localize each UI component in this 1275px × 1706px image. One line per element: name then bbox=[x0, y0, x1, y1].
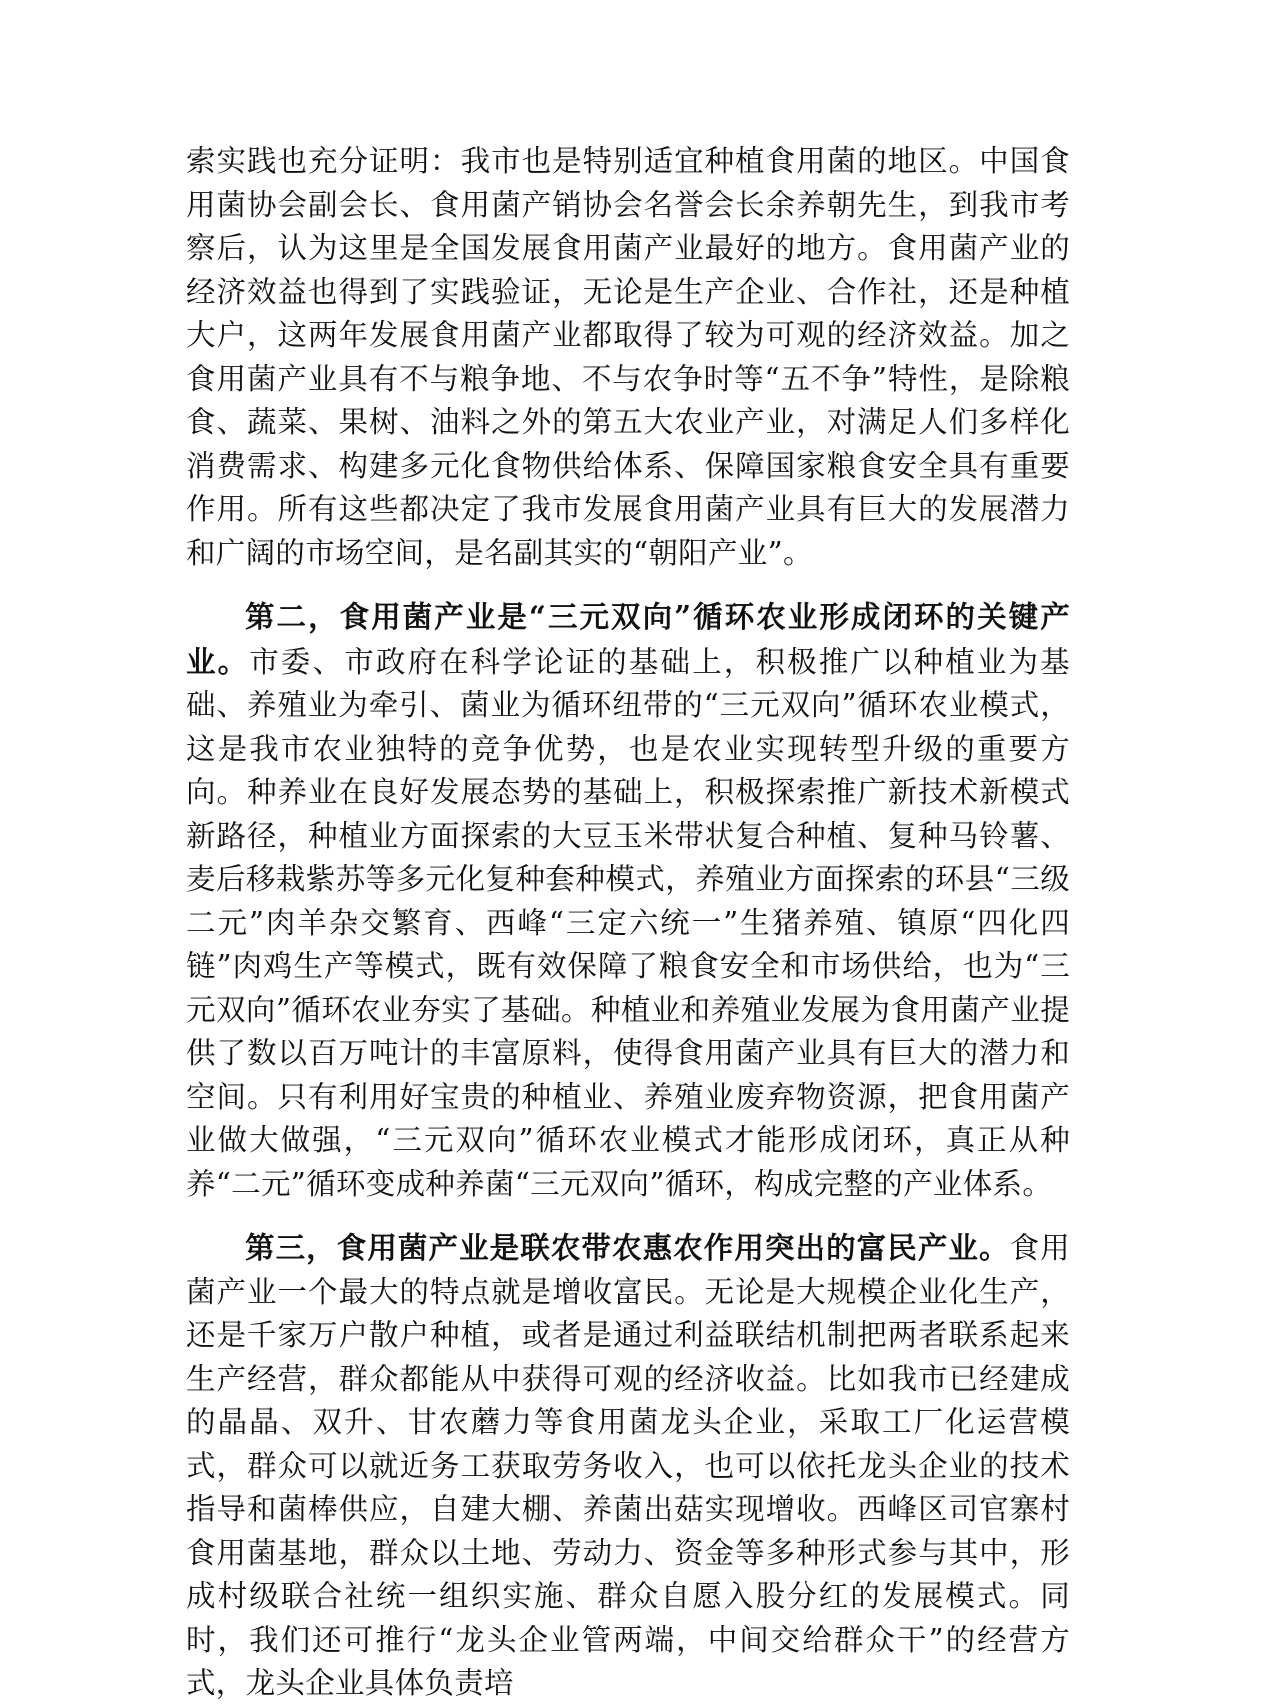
paragraph-2-heading: 第二，食用菌产业是“三元双向”循环农业形成闭环的关键产业。 bbox=[186, 599, 1070, 679]
paragraph-1-body: 索实践也充分证明：我市也是特别适宜种植食用菌的地区。中国食用菌协会副会长、食用菌产销协会名誉会长余养朝先生，到我市考察后，认为这里是全国发展食用菌产业最好的地方。食用菌产业的经济效益也得到了实践验证，无论是生产企业、合作社，还是种植大户，这两年发展食用菌产业都取得了较为可观的经济效益。加之食用菌产业具有不与粮争地、不与农争时等“五不争”特性，是除粮食、蔬菜、果树、油料之外的第五大农业产业，对满足人们多样化消费需求、构建多元化食物供给体系、保障国家粮食安全具有重要作用。所有这些都决定了我市发展食用菌产业具有巨大的发展潜力和广阔的市场空间，是名副其实的“朝阳产业”。 bbox=[186, 144, 1070, 570]
paragraph-2 bbox=[186, 595, 1070, 1206]
paragraph-3 bbox=[186, 1226, 1070, 1706]
paragraph-2-body: 市委、市政府在科学论证的基础上，积极推广以种植业为基础、养殖业为牵引、菌业为循环纽带的“三元双向”循环农业模式，这是我市农业独特的竞争优势，也是农业实现转型升级的重要方向。种养业在良好发展态势的基础上，积极探索推广新技术新模式新路径，种植业方面探索的大豆玉米带状复合种植、复种马铃薯、麦后移栽紫苏等多元化复种套种模式，养殖业方面探索的环县“三级二元”肉羊杂交繁育、西峰“三定六统一”生猪养殖、镇原“四化四链”肉鸡生产等模式，既有效保障了粮食安全和市场供给，也为“三元双向”循环农业夯实了基础。种植业和养殖业发展为食用菌产业提供了数以百万吨计的丰富原料，使得食用菌产业具有巨大的潜力和空间。只有利用好宝贵的种植业、养殖业废弃物资源，把食用菌产业做大做强，“三元双向”循环农业模式才能形成闭环，真正从种养“二元”循环变成种养菌“三元双向”循环，构成完整的产业体系。 bbox=[186, 644, 1070, 1201]
paragraph-1 bbox=[186, 140, 1070, 575]
document-page bbox=[186, 140, 1070, 1706]
paragraph-3-heading: 第三，食用菌产业是联农带农惠农作用突出的富民产业。 bbox=[245, 1230, 1010, 1265]
paragraph-3-body: 食用菌产业一个最大的特点就是增收富民。无论是大规模企业化生产，还是千家万户散户种植，或者是通过利益联结机制把两者联系起来生产经营，群众都能从中获得可观的经济收益。比如我市已经建成的晶晶、双升、甘农蘑力等食用菌龙头企业，采取工厂化运营模式，群众可以就近务工获取劳务收入，也可以依托龙头企业的技术指导和菌棒供应，自建大棚、养菌出菇实现增收。西峰区司官寨村食用菌基地，群众以土地、劳动力、资金等多种形式参与其中，形成村级联合社统一组织实施、群众自愿入股分红的发展模式。同时，我们还可推行“龙头企业管两端，中间交给群众干”的经营方式，龙头企业具体负责培 bbox=[186, 1231, 1070, 1700]
